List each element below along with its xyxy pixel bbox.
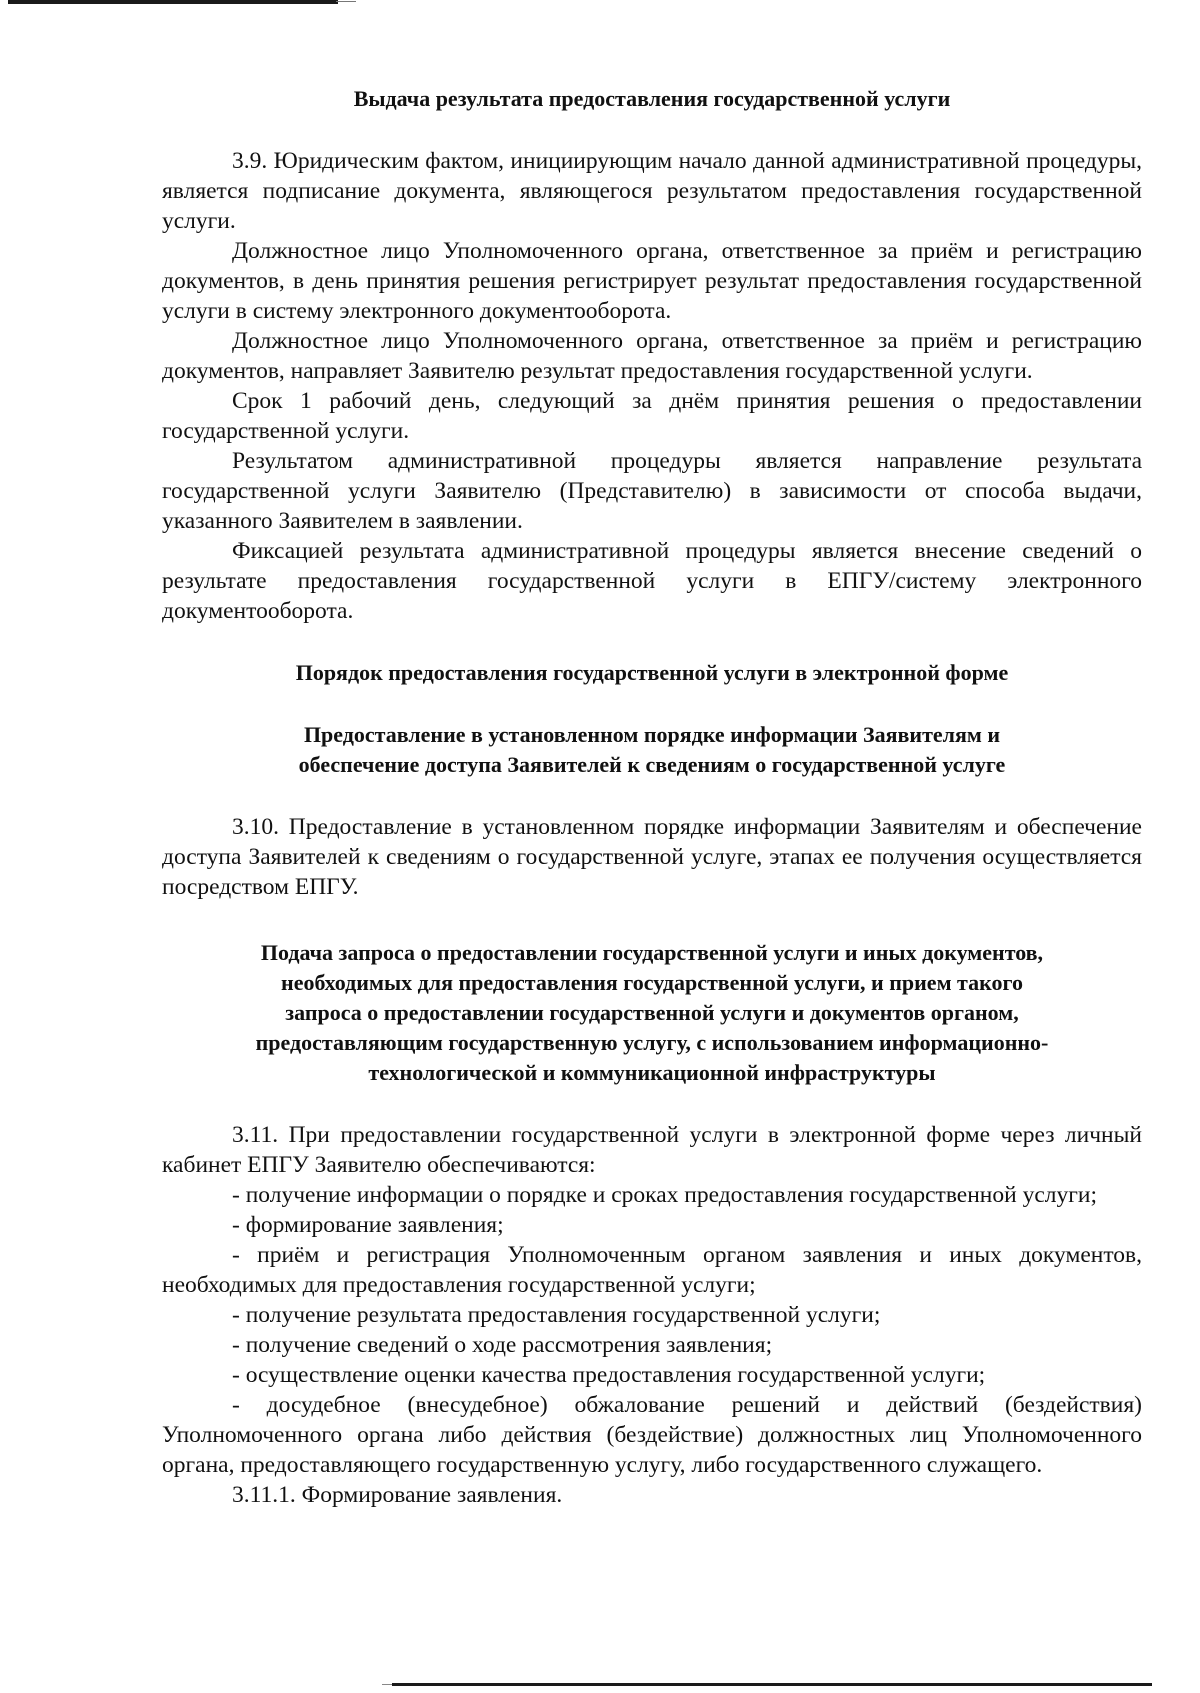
list-item-quality-assessment: - осуществление оценки качества предоставления государственной услуги; (232, 1362, 986, 1388)
scan-artifact-bottom-line (392, 1683, 1152, 1686)
scan-artifact-top-faint (336, 1, 356, 2)
paragraph-fixation: Фиксацией результата административной процедуры является внесение сведений о результате предоставления государственной услуги в ЕПГУ/систему электронного документооборота. (162, 538, 1142, 624)
list-item-information: - получение информации о порядке и сроках предоставления государственной услуги; (232, 1182, 1097, 1208)
list-item-appeal: - досудебное (внесудебное) обжалование решений и действий (бездействия) Уполномоченного органа либо действия (бездействие) должностных лиц Уполномоченного органа, предоставляющего государственную услугу, либо государственного служащего. (162, 1392, 1142, 1478)
list-item-application-forming: - формирование заявления; (232, 1212, 504, 1238)
paragraph-term: Срок 1 рабочий день, следующий за днём принятия решения о предоставлении государственной услуги. (162, 388, 1142, 444)
paragraph-3-11-1: 3.11.1. Формирование заявления. (232, 1482, 563, 1508)
paragraph-3-11: 3.11. При предоставлении государственной услуги в электронной форме через личный кабинет ЕПГУ Заявителю обеспечиваются: (162, 1122, 1142, 1178)
paragraph-procedure-result: Результатом административной процедуры является направление результата государственной услуги Заявителю (Представителю) в зависимости от способа выдачи, указанного Заявителем в заявлении. (162, 448, 1142, 534)
list-item-progress-info: - получение сведений о ходе рассмотрения заявления; (232, 1332, 773, 1358)
heading-information-line-1: Предоставление в установленном порядке информации Заявителям и (303, 722, 1001, 747)
heading-request-line-2: необходимых для предоставления государственной услуги, и прием такого (281, 970, 1023, 995)
heading-electronic-form: Порядок предоставления государственной услуги в электронной форме (295, 660, 1009, 685)
paragraph-sending-result: Должностное лицо Уполномоченного органа, ответственное за приём и регистрацию документов, направляет Заявителю результат предоставления государственной услуги. (162, 328, 1142, 384)
heading-issuing-result: Выдача результата предоставления государственной услуги (353, 86, 951, 111)
heading-request-line-4: предоставляющим государственную услугу, с использованием информационно- (255, 1030, 1049, 1055)
heading-information-line-2: обеспечение доступа Заявителей к сведениям о государственной услуге (298, 752, 1006, 777)
paragraph-registration: Должностное лицо Уполномоченного органа, ответственное за приём и регистрацию документов, в день принятия решения регистрирует результат предоставления государственной услуги в систему электронного документооборота. (162, 238, 1142, 324)
heading-request-line-3: запроса о предоставлении государственной услуги и документов органом, (285, 1000, 1019, 1025)
scan-artifact-top-line (8, 0, 338, 4)
list-item-reception-registration: - приём и регистрация Уполномоченным органом заявления и иных документов, необходимых для предоставления государственной услуги; (162, 1242, 1142, 1298)
paragraph-3-10: 3.10. Предоставление в установленном порядке информации Заявителям и обеспечение доступа Заявителей к сведениям о государственной услуге, этапах ее получения осуществляется посредством ЕПГУ. (162, 814, 1142, 900)
heading-request-line-5: технологической и коммуникационной инфраструктуры (368, 1060, 936, 1085)
list-item-result-receiving: - получение результата предоставления государственной услуги; (232, 1302, 881, 1328)
paragraph-3-9: 3.9. Юридическим фактом, инициирующим начало данной административной процедуры, является подписание документа, являющегося результатом предоставления государственной услуги. (162, 148, 1142, 234)
document-page (162, 84, 1142, 1510)
heading-request-line-1: Подача запроса о предоставлении государственной услуги и иных документов, (260, 940, 1044, 965)
